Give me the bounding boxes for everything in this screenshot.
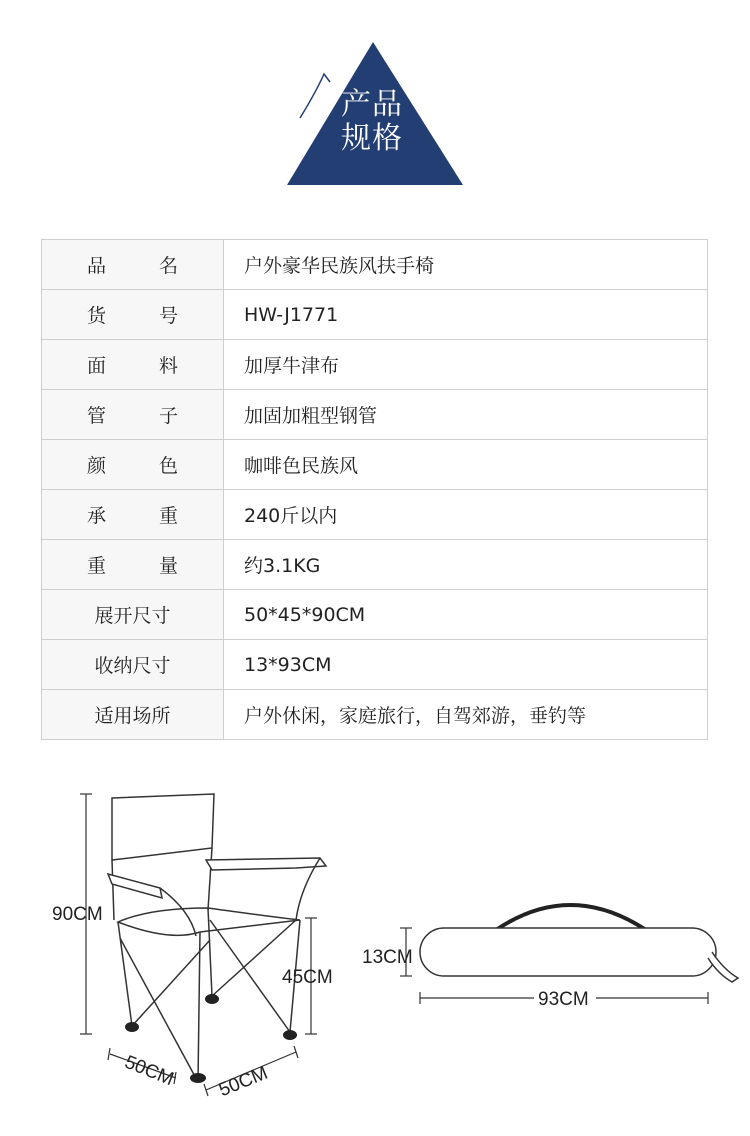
table-row	[42, 340, 708, 390]
table-row	[42, 640, 708, 690]
title-line-2: 规格	[341, 121, 403, 156]
dimension-diagram	[0, 770, 750, 1136]
label-char: 面	[87, 355, 107, 377]
bag-length-label: 93CM	[538, 989, 589, 1010]
row-value: 约3.1KG	[224, 540, 708, 590]
row-label	[42, 390, 224, 440]
spec-table	[41, 239, 708, 740]
label-char: 料	[158, 355, 178, 377]
row-label	[42, 290, 224, 340]
table-row	[42, 440, 708, 490]
table-row	[42, 390, 708, 440]
table-row	[42, 290, 708, 340]
table-row	[42, 240, 708, 290]
row-value: 户外豪华民族风扶手椅	[224, 240, 708, 290]
row-label: 适用场所	[42, 690, 224, 740]
row-label	[42, 240, 224, 290]
table-row	[42, 540, 708, 590]
bag-diameter-label: 13CM	[362, 947, 413, 968]
row-value: 240斤以内	[224, 490, 708, 540]
row-label	[42, 540, 224, 590]
label-char: 颜	[87, 455, 107, 477]
table-row	[42, 690, 708, 740]
title-line-1: 产品	[341, 87, 403, 122]
carry-bag-icon	[420, 905, 738, 982]
seat-height-label: 45CM	[282, 967, 333, 988]
label-char: 重	[87, 555, 107, 577]
row-value: HW-J1771	[224, 290, 708, 340]
label-char: 量	[158, 555, 178, 577]
row-value: 加固加粗型钢管	[224, 390, 708, 440]
table-row	[42, 490, 708, 540]
label-char: 管	[87, 405, 107, 427]
row-value: 加厚牛津布	[224, 340, 708, 390]
label-char: 重	[158, 505, 178, 527]
label-char: 子	[158, 405, 178, 427]
row-value: 50*45*90CM	[224, 590, 708, 640]
table-row	[42, 590, 708, 640]
row-label: 收纳尺寸	[42, 640, 224, 690]
section-title	[322, 88, 422, 156]
label-char: 名	[158, 255, 178, 277]
label-char: 品	[87, 255, 107, 277]
row-value: 咖啡色民族风	[224, 440, 708, 490]
row-label: 展开尺寸	[42, 590, 224, 640]
row-label	[42, 440, 224, 490]
row-label	[42, 340, 224, 390]
row-value: 户外休闲，家庭旅行，自驾郊游，垂钓等	[224, 690, 708, 740]
depth-label: 50CM	[121, 1051, 177, 1091]
header	[0, 0, 750, 200]
row-value: 13*93CM	[224, 640, 708, 690]
chair-height-label: 90CM	[52, 904, 103, 925]
label-char: 承	[87, 505, 107, 527]
row-label	[42, 490, 224, 540]
label-char: 色	[158, 455, 178, 477]
label-char: 号	[158, 305, 178, 327]
label-char: 货	[87, 305, 107, 327]
width-label: 50CM	[216, 1062, 271, 1102]
